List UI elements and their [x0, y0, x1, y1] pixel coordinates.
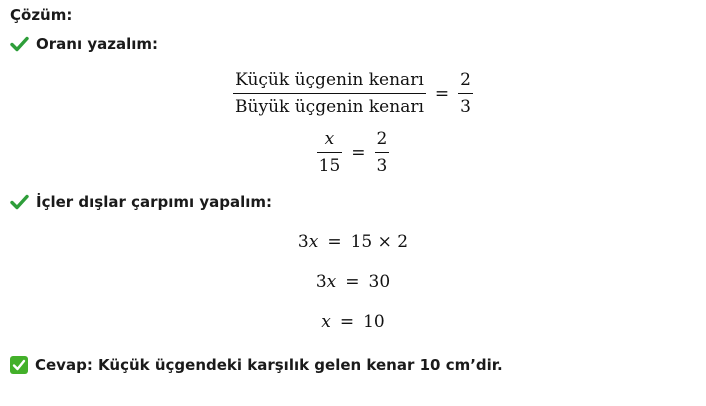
variable-x: x: [326, 272, 337, 292]
ratio-fraction: [233, 70, 426, 117]
check-box-icon: [10, 356, 28, 374]
step-ratio-label: Oranı yazalım:: [36, 35, 158, 53]
coefficient: 3: [297, 232, 309, 252]
variable-x: x: [308, 232, 319, 252]
answer-line: [10, 356, 503, 374]
answer-label: Cevap: Küçük üçgendeki karşılık gelen kenar 10 cm’dir.: [35, 356, 503, 374]
solution-heading: Çözüm:: [10, 6, 73, 24]
x-rhs-fraction: [375, 129, 390, 176]
ratio-rhs-fraction: [458, 70, 473, 117]
rhs-value: 30: [368, 272, 391, 292]
check-mark-icon: [10, 36, 29, 52]
equals-sign: =: [351, 142, 366, 163]
x-equation: [0, 129, 706, 176]
x-rhs-numerator: 2: [376, 129, 388, 149]
rhs-value: 15 × 2: [350, 232, 409, 252]
step-cross-multiply: [10, 193, 272, 211]
x-numerator: x: [324, 129, 335, 149]
equals-sign: =: [434, 83, 450, 104]
step-cross-multiply-label: İçler dışlar çarpımı yapalım:: [36, 193, 273, 211]
coefficient: 3: [315, 272, 327, 292]
step-ratio: [10, 35, 158, 53]
ratio-denominator: Büyük üçgenin kenarı: [235, 97, 424, 118]
equals-sign: =: [339, 312, 355, 332]
equals-sign: =: [345, 272, 360, 292]
equation-line-1: [0, 232, 706, 252]
ratio-rhs-numerator: 2: [460, 70, 471, 90]
x-fraction: [317, 129, 343, 176]
rhs-value: 10: [363, 312, 385, 332]
check-mark-icon: [10, 194, 29, 210]
ratio-numerator: Küçük üçgenin kenarı: [235, 70, 424, 90]
equation-line-2: [0, 272, 706, 292]
equation-line-3: [0, 312, 706, 332]
ratio-equation: [0, 70, 706, 117]
ratio-rhs-denominator: 3: [460, 97, 471, 118]
equals-sign: =: [327, 232, 342, 252]
x-rhs-denominator: 3: [376, 156, 388, 177]
x-denominator: 15: [318, 156, 341, 177]
variable-x: x: [321, 312, 331, 332]
